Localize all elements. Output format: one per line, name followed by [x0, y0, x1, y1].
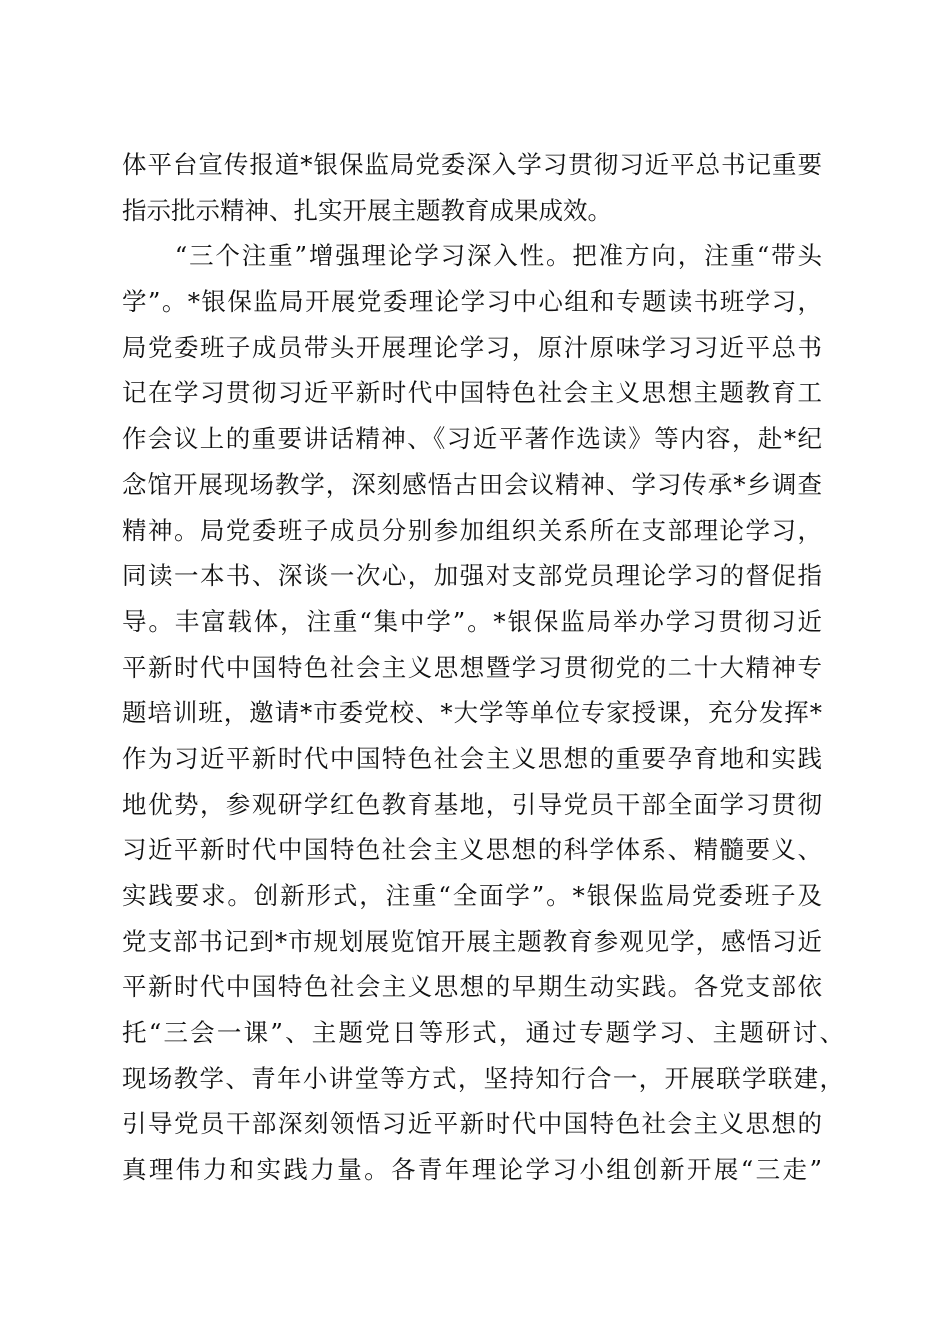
text-line: 念馆开展现场教学，深刻感悟古田会议精神、学习传承*乡调查	[122, 469, 822, 499]
text-line: 指示批示精神、扎实开展主题教育成果成效。	[122, 195, 612, 225]
text-line: 引导党员干部深刻领悟习近平新时代中国特色社会主义思想的	[122, 1109, 822, 1139]
text-line: 记在学习贯彻习近平新时代中国特色社会主义思想主题教育工	[122, 378, 822, 408]
text-line: 体平台宣传报道*银保监局党委深入学习贯彻习近平总书记重要	[122, 150, 822, 179]
text-line: 现场教学、青年小讲堂等方式，坚持知行合一，开展联学联建，	[122, 1063, 844, 1093]
text-line: 习近平新时代中国特色社会主义思想的科学体系、精髓要义、	[122, 835, 822, 865]
body-paragraphs	[122, 142, 844, 1193]
text-line: 托“三会一课”、主题党日等形式，通过专题学习、主题研讨、	[122, 1018, 844, 1048]
text-line: 学”。*银保监局开展党委理论学习中心组和专题读书班学习，	[122, 287, 822, 317]
text-line: 同读一本书、深谈一次心，加强对支部党员理论学习的督促指	[122, 561, 822, 591]
paragraph-heading-line: “三个注重”增强理论学习深入性。把准方向，注重“带头	[122, 241, 822, 271]
text-line: 平新时代中国特色社会主义思想的早期生动实践。各党支部依	[122, 972, 822, 1002]
text-line: 作为习近平新时代中国特色社会主义思想的重要孕育地和实践	[122, 743, 822, 773]
text-line: 精神。局党委班子成员分别参加组织关系所在支部理论学习，	[122, 515, 822, 545]
text-line: 地优势，参观研学红色教育基地，引导党员干部全面学习贯彻	[122, 789, 822, 819]
text-line: 党支部书记到*市规划展览馆开展主题教育参观见学，感悟习近	[122, 926, 822, 956]
text-line: 平新时代中国特色社会主义思想暨学习贯彻党的二十大精神专	[122, 652, 822, 682]
text-line: 作会议上的重要讲话精神、《习近平著作选读》等内容，赴*纪	[122, 424, 822, 454]
text-line: 导。丰富载体，注重“集中学”。*银保监局举办学习贯彻习近	[122, 606, 822, 636]
text-line: 实践要求。创新形式，注重“全面学”。*银保监局党委班子及	[122, 881, 822, 910]
text-line: 真理伟力和实践力量。各青年理论学习小组创新开展“三走”	[122, 1155, 822, 1185]
text-line: 题培训班，邀请*市委党校、*大学等单位专家授课，充分发挥*	[122, 698, 822, 728]
text-line: 局党委班子成员带头开展理论学习，原汁原味学习习近平总书	[122, 332, 822, 362]
